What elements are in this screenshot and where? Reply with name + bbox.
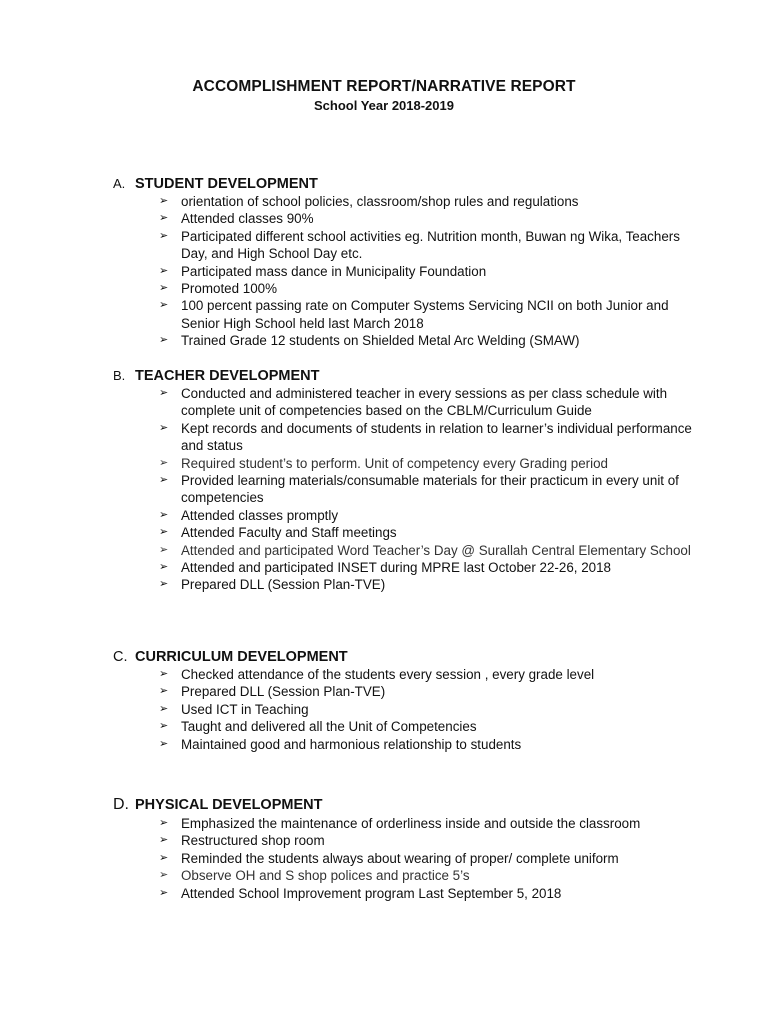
item-text: Maintained good and harmonious relationship to students xyxy=(181,736,522,752)
item-text: Attended and participated INSET during MPRE last October 22-26, 2018 xyxy=(181,560,611,576)
item-text: 100 percent passing rate on Computer Systems Servicing NCII on both Junior and Senior High School held last March 2018 xyxy=(181,298,669,331)
list-item xyxy=(0,850,701,867)
list-item xyxy=(0,455,701,472)
list-item xyxy=(0,718,701,735)
section-title: TEACHER DEVELOPMENT xyxy=(135,368,320,384)
list-item xyxy=(0,559,701,576)
section-letter: D. xyxy=(113,796,129,813)
item-text: Taught and delivered all the Unit of Competencies xyxy=(181,719,477,735)
arrow-bullet-icon: ➢ xyxy=(159,508,169,521)
arrow-bullet-icon: ➢ xyxy=(159,561,169,574)
item-text: Attended classes promptly xyxy=(181,507,339,523)
item-text: Used ICT in Teaching xyxy=(181,701,309,717)
section-heading xyxy=(113,648,348,666)
section-letter: B. xyxy=(113,368,126,383)
section-heading xyxy=(113,796,322,814)
arrow-bullet-icon: ➢ xyxy=(159,282,169,295)
arrow-bullet-icon: ➢ xyxy=(159,387,169,399)
item-text: Attended School Improvement program Last September 5, 2018 xyxy=(181,885,562,901)
list-item xyxy=(0,193,701,210)
arrow-bullet-icon: ➢ xyxy=(159,702,169,715)
list-item xyxy=(0,542,701,559)
list-item xyxy=(0,832,701,849)
section-heading xyxy=(113,175,318,193)
list-item xyxy=(0,683,701,700)
list-item xyxy=(0,263,701,280)
item-text: Prepared DLL (Session Plan-TVE) xyxy=(181,577,386,593)
item-text: Kept records and documents of students in relation to learner’s individual performance and status xyxy=(181,420,692,454)
arrow-bullet-icon: ➢ xyxy=(159,334,169,347)
arrow-bullet-icon: ➢ xyxy=(159,526,169,539)
arrow-bullet-icon: ➢ xyxy=(159,869,169,882)
item-text: Observe OH and S shop polices and practice 5’s xyxy=(181,868,470,884)
item-text: Promoted 100% xyxy=(181,281,278,297)
list-item xyxy=(0,507,701,524)
arrow-bullet-icon: ➢ xyxy=(159,543,169,556)
list-item xyxy=(0,332,701,349)
list-item xyxy=(0,815,701,832)
section-letter: A. xyxy=(113,176,126,191)
item-text: Attended classes 90% xyxy=(181,211,314,227)
list-item xyxy=(0,524,701,541)
item-text: Attended and participated Word Teacher’s Day @ Surallah Central Elementary School xyxy=(181,542,691,558)
item-text: Attended Faculty and Staff meetings xyxy=(181,525,397,541)
section-heading xyxy=(113,367,320,385)
item-text: Participated different school activities eg. Nutrition month, Buwan ng Wika, Teachers Day, and High School Day etc. xyxy=(181,228,680,262)
item-text: Emphasized the maintenance of orderliness inside and outside the classroom xyxy=(181,816,641,831)
list-item xyxy=(0,472,701,507)
arrow-bullet-icon: ➢ xyxy=(159,229,169,242)
list-item xyxy=(0,885,701,902)
arrow-bullet-icon: ➢ xyxy=(159,195,169,207)
list-item xyxy=(0,420,701,455)
list-item xyxy=(0,280,701,297)
item-list xyxy=(0,385,768,594)
arrow-bullet-icon: ➢ xyxy=(159,578,169,591)
list-item xyxy=(0,666,701,683)
item-list xyxy=(0,666,768,753)
arrow-bullet-icon: ➢ xyxy=(159,299,169,312)
section-title: CURRICULUM DEVELOPMENT xyxy=(135,649,348,665)
arrow-bullet-icon: ➢ xyxy=(159,737,169,750)
list-item xyxy=(0,385,701,420)
arrow-bullet-icon: ➢ xyxy=(159,212,169,225)
item-text: Participated mass dance in Municipality Foundation xyxy=(181,263,487,279)
item-text: Restructured shop room xyxy=(181,833,325,849)
item-text: Conducted and administered teacher in every sessions as per class schedule with complete unit of competencies based on the CBLM/Curriculum Guide xyxy=(181,386,668,419)
list-item xyxy=(0,210,701,227)
arrow-bullet-icon: ➢ xyxy=(159,851,169,864)
item-text: Prepared DLL (Session Plan-TVE) xyxy=(181,684,386,700)
arrow-bullet-icon: ➢ xyxy=(159,264,169,277)
item-text: Checked attendance of the students every session , every grade level xyxy=(181,667,595,682)
arrow-bullet-icon: ➢ xyxy=(159,720,169,733)
arrow-bullet-icon: ➢ xyxy=(159,456,169,469)
list-item xyxy=(0,736,701,753)
arrow-bullet-icon: ➢ xyxy=(159,817,169,829)
arrow-bullet-icon: ➢ xyxy=(159,886,169,899)
item-text: Reminded the students always about wearing of proper/ complete uniform xyxy=(181,850,619,866)
arrow-bullet-icon: ➢ xyxy=(159,474,169,487)
item-text: Trained Grade 12 students on Shielded Metal Arc Welding (SMAW) xyxy=(181,333,580,349)
item-list xyxy=(0,193,768,350)
item-text: Required student’s to perform. Unit of competency every Grading period xyxy=(181,455,608,471)
arrow-bullet-icon: ➢ xyxy=(159,421,169,434)
section-letter: C. xyxy=(113,649,128,665)
section-title: STUDENT DEVELOPMENT xyxy=(135,176,318,192)
list-item xyxy=(0,701,701,718)
list-item xyxy=(0,867,701,884)
list-item xyxy=(0,228,701,263)
arrow-bullet-icon: ➢ xyxy=(159,668,169,680)
report-title: ACCOMPLISHMENT REPORT/NARRATIVE REPORT xyxy=(192,78,576,95)
arrow-bullet-icon: ➢ xyxy=(159,685,169,698)
list-item xyxy=(0,576,701,593)
item-list xyxy=(0,815,768,902)
item-text: orientation of school policies, classroom/shop rules and regulations xyxy=(181,194,579,209)
arrow-bullet-icon: ➢ xyxy=(159,834,169,847)
item-text: Provided learning materials/consumable materials for their practicum in every unit of competencies xyxy=(181,473,679,506)
report-subtitle: School Year 2018-2019 xyxy=(314,98,454,113)
list-item xyxy=(0,297,701,332)
section-title: PHYSICAL DEVELOPMENT xyxy=(135,797,323,813)
